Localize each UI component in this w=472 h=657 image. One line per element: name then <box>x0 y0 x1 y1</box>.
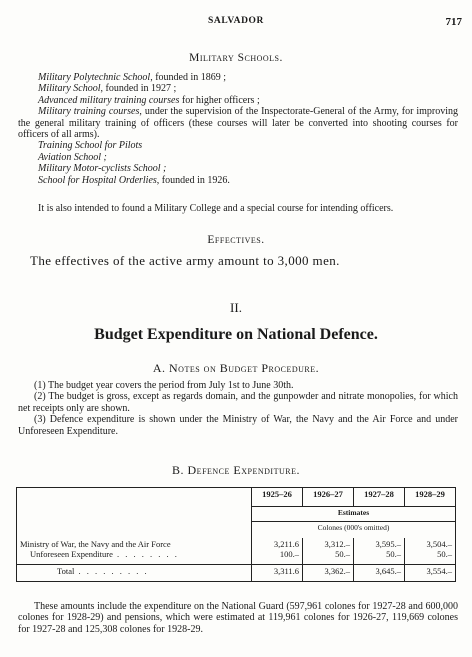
table-cell: 50.– <box>335 549 350 559</box>
table-cell: 50.– <box>437 549 452 559</box>
year-header: 1925–26 <box>252 488 303 507</box>
chapter-title: Budget Expenditure on National Defence. <box>94 326 378 343</box>
year-header: 1927–28 <box>354 488 405 507</box>
effectives-text: The effectives of the active army amount to 3,000 men. <box>30 253 340 268</box>
table-cell: 100.– <box>279 549 299 559</box>
table-total-row: Total . . . . . . . . . 3,311.6 3,362.– 3,645.– 3,554.– <box>17 565 456 582</box>
school-item: School for Hospital Orderlies, founded in 1926. <box>38 174 230 186</box>
table-cell: 3,645.– <box>354 565 405 582</box>
table-cell: 3,554.– <box>405 565 456 582</box>
row-label: Ministry of War, the Navy and the Air Force <box>20 539 171 549</box>
school-item: Military Polytechnic School, founded in 1869 ; <box>38 72 227 83</box>
note-item: (2) The budget is gross, except as regards domain, and the gunpowder and nitrate monopolies, for which net receipts only are shown. <box>18 391 458 414</box>
military-schools-title: Military Schools. <box>189 52 283 64</box>
page-number: 717 <box>445 16 462 28</box>
notes-list <box>18 380 458 437</box>
school-item: Aviation School ; <box>38 151 107 163</box>
estimates-subheader: Estimates <box>252 507 456 522</box>
units-label: Colones (000's omitted) <box>252 522 456 539</box>
military-schools-closing: It is also intended to found a Military College and a special course for intending officers. <box>38 203 394 214</box>
school-item: Advanced military training courses for higher officers ; <box>38 94 260 106</box>
note-item: (3) Defence expenditure is shown under the Ministry of War, the Navy and the Air Force and under Unforeseen Expenditure. <box>18 414 458 437</box>
running-head: SALVADOR <box>207 16 264 26</box>
military-schools-list <box>18 72 458 186</box>
table-cell: 3,504.– <box>426 539 452 549</box>
table-corner <box>17 488 252 507</box>
row-label: Unforeseen Expenditure . . . . . . . . <box>30 549 179 559</box>
effectives-title: Effectives. <box>207 234 265 246</box>
table-cell: 3,362.– <box>303 565 354 582</box>
note-item: (1) The budget year covers the period from July 1st to June 30th. <box>34 380 294 391</box>
defence-title: B. Defence Expenditure. <box>172 463 300 477</box>
school-item: Training School for Pilots <box>38 140 143 152</box>
school-item: Military training courses, under the supervision of the Inspectorate-General of the Army, for improving the general military training of officers (these courses will later be converted into shooting courses for officers of all arms). <box>18 106 458 141</box>
table-row <box>17 538 456 565</box>
table-cell: 3,311.6 <box>252 565 303 582</box>
table-cell: 50.– <box>386 549 401 559</box>
notes-title: A. Notes on Budget Procedure. <box>152 361 320 375</box>
chapter-number: II. <box>230 300 242 315</box>
table-cell: 3,595.– <box>375 539 401 549</box>
defence-expenditure-table <box>16 487 456 582</box>
defence-footnote: These amounts include the expenditure on the National Guard (597,961 colones for 1927-28 and 600,000 colones for 1928-29) and pensions, which were estimated at 119,961 colones for 1926-27, 119,669 colones for 1927-28 and 125,308 colones for 1928-29. <box>18 601 458 635</box>
table-cell: 3,211.6 <box>273 539 299 549</box>
year-header: 1926–27 <box>303 488 354 507</box>
total-label: Total <box>57 566 75 576</box>
school-item: Military Motor-cyclists School ; <box>38 163 167 175</box>
year-header: 1928–29 <box>405 488 456 507</box>
school-item: Military School, founded in 1927 ; <box>38 83 177 95</box>
table-cell: 3,312.– <box>324 539 350 549</box>
